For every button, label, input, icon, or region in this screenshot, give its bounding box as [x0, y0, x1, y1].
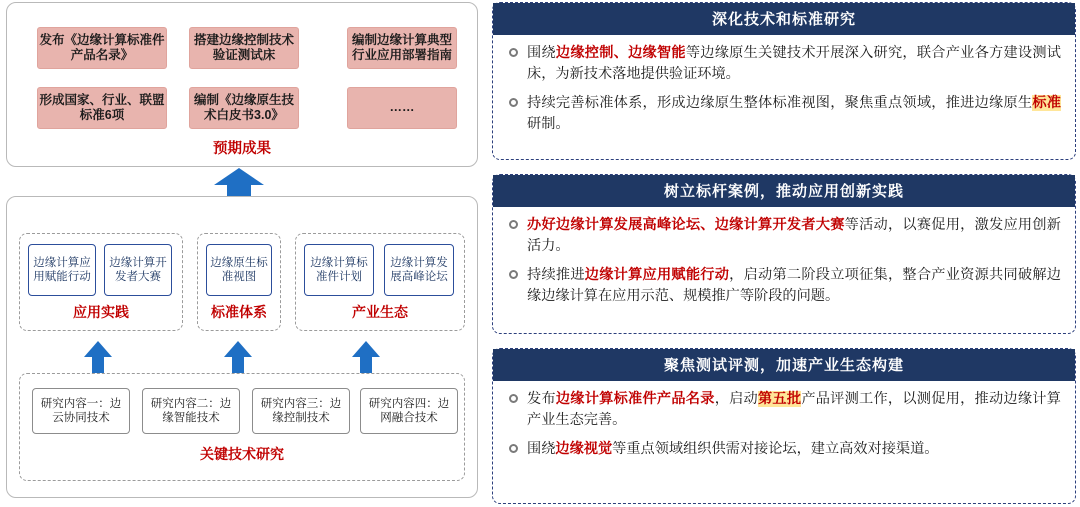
bullet-dot-icon — [509, 220, 518, 229]
group-item: 边缘计算开发者大赛 — [104, 244, 172, 296]
bullet-item — [507, 43, 1061, 86]
expected-results-panel — [6, 2, 478, 167]
expected-item: 搭建边缘控制技术验证测试床 — [189, 27, 299, 69]
section-body — [493, 35, 1075, 148]
bullet-text: 围绕边缘控制、边缘智能等边缘原生关键技术开展深入研究，联合产业各方建设测试床，为新技术落地提供验证环境。 — [527, 45, 1061, 83]
arrow-up-icon — [351, 341, 381, 375]
section-deepen-tech-standards — [492, 2, 1076, 160]
expected-item: 编制《边缘原生技术白皮书3.0》 — [189, 87, 299, 129]
bullet-text: 围绕边缘视觉等重点领域组织供需对接论坛，建立高效对接渠道。 — [527, 440, 939, 457]
bullet-item — [507, 389, 1061, 432]
key-tech-item: 研究内容二：边缘智能技术 — [142, 388, 240, 434]
group-label: 产业生态 — [352, 304, 408, 320]
bullet-dot-icon — [509, 270, 518, 279]
group-key-technology — [19, 373, 465, 481]
bullet-item — [507, 439, 1061, 460]
section-body — [493, 381, 1075, 473]
bullet-item — [507, 93, 1061, 136]
bullet-text: 办好边缘计算发展高峰论坛、边缘计算开发者大赛等活动，以赛促用，激发应用创新活力。 — [527, 217, 1061, 255]
bullet-dot-icon — [509, 48, 518, 57]
arrow-up-icon — [223, 341, 253, 375]
bullet-dot-icon — [509, 394, 518, 403]
bullet-dot-icon — [509, 98, 518, 107]
section-body — [493, 207, 1075, 320]
group-application-practice — [19, 233, 183, 331]
key-tech-item: 研究内容四：边网融合技术 — [360, 388, 458, 434]
bullet-text: 持续推进边缘计算应用赋能行动，启动第二阶段立项征集，整合产业资源共同破解边缘边缘计算在应用示范、规模推广等阶段的问题。 — [527, 266, 1061, 304]
group-label: 关键技术研究 — [200, 446, 284, 462]
group-item: 边缘计算应用赋能行动 — [28, 244, 96, 296]
expected-item: 发布《边缘计算标准件产品名录》 — [37, 27, 167, 69]
left-column — [0, 0, 486, 507]
expected-results-label: 预期成果 — [213, 141, 271, 157]
bullet-text: 持续完善标准体系，形成边缘原生整体标准视图，聚焦重点领域，推进边缘原生标准研制。 — [527, 94, 1061, 132]
bullet-item — [507, 265, 1061, 308]
group-item: 边缘计算发展高峰论坛 — [384, 244, 454, 296]
bullet-dot-icon — [509, 444, 518, 453]
expected-item: …… — [347, 87, 457, 129]
group-industry-ecosystem — [295, 233, 465, 331]
key-tech-item: 研究内容三：边缘控制技术 — [252, 388, 350, 434]
group-item: 边缘原生标准视图 — [206, 244, 272, 296]
key-tech-item: 研究内容一：边云协同技术 — [32, 388, 130, 434]
section-benchmark-cases — [492, 174, 1076, 334]
expected-item: 形成国家、行业、联盟标准6项 — [37, 87, 167, 129]
section-testing-evaluation — [492, 348, 1076, 504]
bullet-text: 发布边缘计算标准件产品名录，启动第五批产品评测工作，以测促用，推动边缘计算产业生态完善。 — [527, 391, 1061, 429]
section-title: 树立标杆案例，推动应用创新实践 — [493, 175, 1075, 207]
arrow-up-icon — [206, 168, 272, 198]
expected-item: 编制边缘计算典型行业应用部署指南 — [347, 27, 457, 69]
right-column — [492, 0, 1080, 507]
arrow-up-icon — [83, 341, 113, 375]
bullet-item — [507, 215, 1061, 258]
group-label: 标准体系 — [211, 304, 267, 320]
group-label: 应用实践 — [73, 304, 129, 320]
section-title: 聚焦测试评测，加速产业生态构建 — [493, 349, 1075, 381]
research-panel — [6, 196, 478, 498]
group-standard-system — [197, 233, 281, 331]
group-item: 边缘计算标准件计划 — [304, 244, 374, 296]
section-title: 深化技术和标准研究 — [493, 3, 1075, 35]
